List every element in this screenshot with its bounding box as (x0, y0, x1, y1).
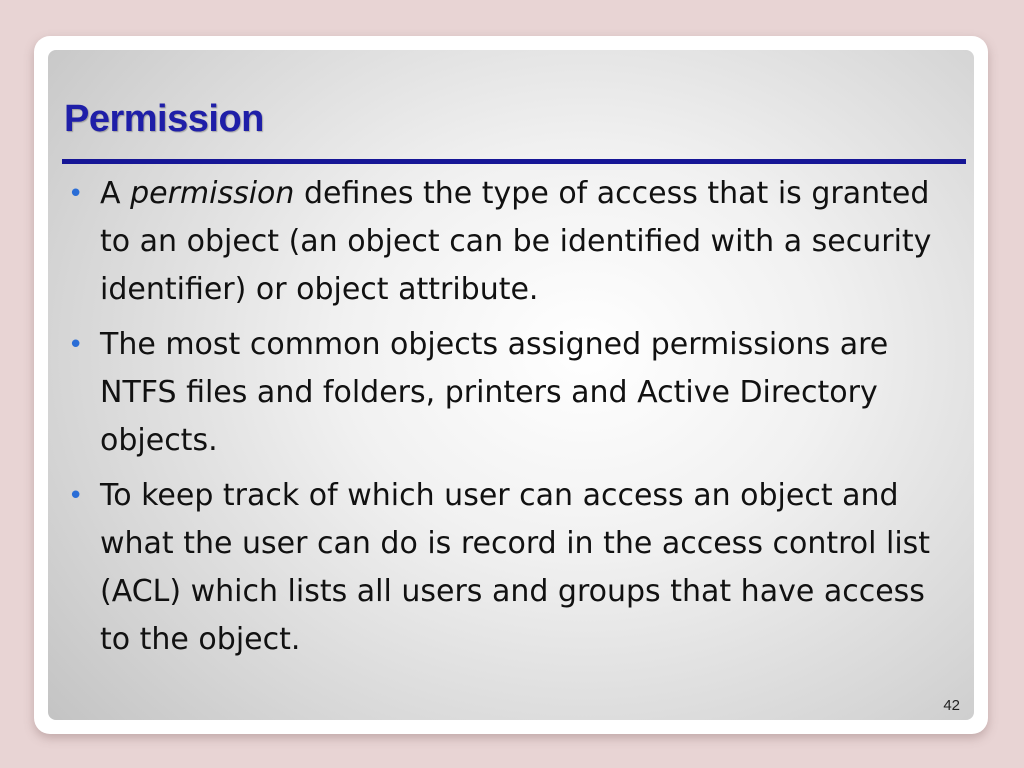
bullet-item-permission-definition (68, 170, 948, 314)
slide-frame (34, 36, 988, 734)
bullet-item-common-objects (68, 321, 948, 465)
slide-title: Permission (64, 98, 264, 140)
slide (48, 50, 974, 720)
title-underline-rule (62, 159, 966, 164)
bullet-text: The most common objects assigned permissions are NTFS files and folders, printers and Active Directory objects. (100, 327, 889, 458)
bullet-dot-icon: • (68, 179, 84, 209)
bullet-item-acl (68, 472, 948, 664)
bullet-list (68, 170, 948, 671)
bullet-text: To keep track of which user can access an object and what the user can do is record in the access control list (ACL) which lists all users and groups that have access to the object. (100, 478, 931, 657)
bullet-dot-icon: • (68, 330, 84, 360)
bullet-text-rest: defines the type of access that is granted to an object (an object can be identified with a security identifier) or object attribute. (100, 176, 932, 307)
bullet-text-start: A (100, 176, 131, 211)
emphasized-term: permission (130, 176, 295, 211)
bullet-dot-icon: • (68, 481, 84, 511)
slide-page-number: 42 (943, 697, 960, 714)
